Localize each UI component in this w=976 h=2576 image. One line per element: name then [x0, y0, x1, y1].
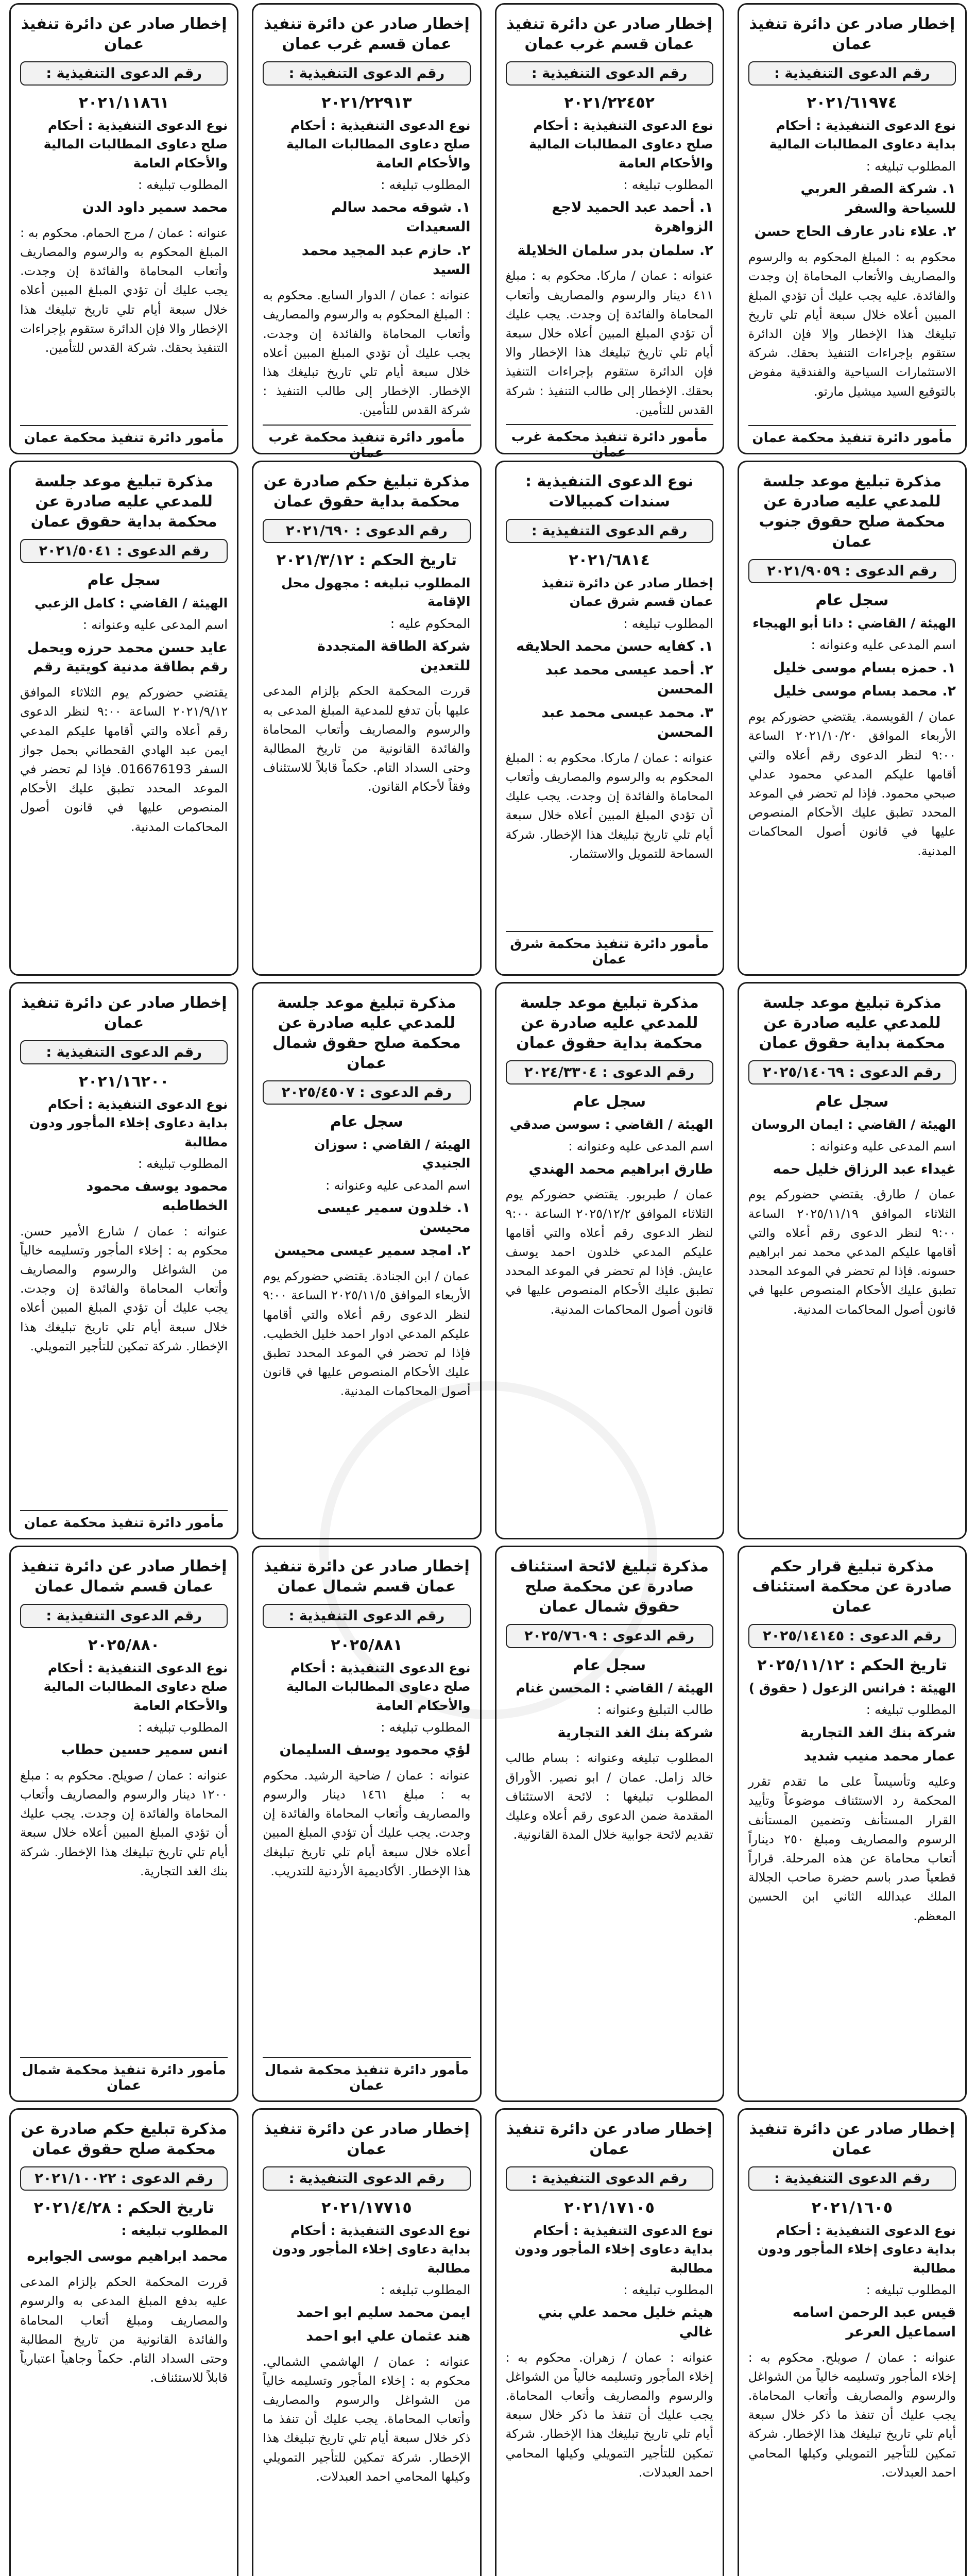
party-name: ٢. محمد بسام موسى خليل	[773, 683, 956, 700]
party-name: محمد سمير داود الدن	[82, 199, 228, 216]
notice-heading: مذكرة تبليغ قرار حكم صادرة عن محكمة استئناف عمان	[752, 1557, 952, 1616]
party-label: اسم المدعى عليه وعنوانه :	[811, 637, 956, 653]
notice-body: وعليه وتأسيساً على ما تقدم تقرر المحكمة رد الاستئناف موضوعاً وتأييد القرار المستأنف وتضمين المستأنف الرسوم والمصاريف ومبلغ ٢٥٠ ديناراً أتعاب محاماة عن هذه المرحلة. قراراً قطعياً صدر باسم حضرة صاحب الجلالة الملك عبدالله الثاني ابن الحسين المعظم.	[748, 1774, 956, 1923]
notice-heading: إخطار صادر عن دائرة تنفيذ عمان قسم شمال عمان	[263, 1557, 470, 1596]
notice-footer: مأمور دائرة تنفيذ محكمة شمال عمان	[20, 2057, 228, 2093]
party-name: قيس عبد الرحمن اسامه اسماعيل العرعر	[792, 2304, 956, 2340]
party-name: ١. خلدون سمير عيسى محيسن	[317, 1199, 471, 1235]
party-name: ٢. امجد سمير عيسى محيسن	[274, 1243, 471, 1259]
case-number-label: رقم الدعوى التنفيذية :	[263, 1604, 470, 1628]
case-number-label: رقم الدعوى : ٢٠٢٥/٤٥٠٧	[263, 1080, 470, 1105]
party-name: ٢. سلمان بدر سلمان الخلايلة	[517, 242, 713, 259]
party-name: ١. كفايه حسن محمد الحلايقه	[516, 638, 713, 654]
case-number-label: رقم الدعوى : ٢٠٢١/٥٠٤١	[20, 539, 228, 563]
notice-body: محكوم به : المبلغ المحكوم به والرسوم والمصاريف والأتعاب المحاماة إن وجدت والفائدة. عليه يجب عليك أن تؤدي المبلغ المبين أعلاه خلال سبعة أيام تلي تاريخ تبليغك هذا الإخطار وإلا فإن الدائرة ستقوم بإجراءات التنفيذ بحقك. شركة الاستثمارات السياحية والفندقية مفوض بالتوقيع السيد ميشيل مارتو.	[748, 250, 956, 399]
notice-body: عنوانه : عمان / الدوار السابع. محكوم به : المبلغ المحكوم به والرسوم والمصاريف وأتعاب المحاماة والفائدة إن وجدت. يجب عليك أن تؤدي المبلغ المبين أعلاه خلال سبعة أيام تلي تاريخ تبليغك هذا الإخطار. الإخطار إلى طالب التنفيذ : شركة القدس للتأمين.	[263, 288, 471, 418]
party-name: ١. حمزه بسام موسى خليل	[773, 659, 956, 676]
court-notice	[495, 461, 724, 976]
party-name: ١. أحمد عبد الحميد لاجع الزواهرة	[552, 199, 713, 235]
case-type: الهيئة / القاضي : ايمان الروسان	[751, 1117, 956, 1132]
case-number: تاريخ الحكم : ٢٠٢١/٣/١٢	[276, 551, 457, 570]
party-name: ٢. علاء نادر عارف الحاج حسن	[754, 224, 956, 240]
court-notice	[252, 1546, 481, 2102]
party-label: المحكوم عليه :	[390, 616, 471, 631]
party-label: المطلوب تبليغه :	[866, 1702, 956, 1718]
notice-footer: مأمور دائرة تنفيذ محكمة شمال عمان	[263, 2057, 470, 2093]
court-notice	[9, 3, 238, 454]
notice-heading: نوع الدعوى التنفيذية : سندات كمبيالات	[525, 472, 694, 511]
court-notice	[9, 1546, 238, 2102]
party-label: المطلوب تبليغه :	[623, 616, 713, 631]
court-notice	[9, 982, 238, 1539]
notice-heading: إخطار صادر عن دائرة تنفيذ عمان	[749, 15, 955, 53]
party-name: غيداء عبد الرزاق خليل حمه	[773, 1161, 956, 1177]
case-number: ٢٠٢٥/٨٨١	[331, 1636, 403, 1655]
notice-heading: مذكرة تبليغ موعد جلسة للمدعي عليه صادرة عن محكمة صلح حقوق جنوب عمان	[759, 472, 946, 551]
case-number: سجل عام	[815, 1093, 889, 1111]
court-notice	[9, 2108, 238, 2576]
notice-body: عنوانه : عمان / ماركا. محكوم به : المبلغ المحكوم به والرسوم والمصاريف وأتعاب المحاماة والفائدة إن وجدت. يجب عليك أن تؤدي المبلغ المبين أعلاه خلال سبعة أيام تلي تاريخ تبليغك هذا الإخطار. شركة السماحة للتمويل والاستثمار.	[505, 750, 713, 861]
court-notice	[738, 3, 967, 454]
court-notice	[738, 461, 967, 976]
case-number-label: رقم الدعوى التنفيذية :	[506, 519, 713, 543]
case-type: الهيئة / القاضي : دانا أبو الهيجاء	[752, 616, 956, 631]
party-label: طالب التبليغ وعنوانه :	[597, 1702, 713, 1718]
party-name: ٣. محمد عيسى محمد عبد المحسن	[541, 705, 713, 741]
notice-body: عمان / طبربور. يقتضي حضوركم يوم الثلاثاء الموافق ٢٠٢٥/١٢/٢ الساعة ٩:٠٠ لنظر الدعوى رقم أعلاه والتي أقامها عليكم المدعي خلدون احمد يوسف عايش. فإذا لم تحضر في الموعد المحدد تطبق عليك الأحكام المنصوص عليها في قانون أصول المحاكمات المدنية.	[505, 1187, 713, 1317]
party-label: المطلوب تبليغه :	[381, 2282, 471, 2297]
notice-body: عمان / طارق. يقتضي حضوركم يوم الثلاثاء الموافق ٢٠٢٥/١١/١٩ الساعة ٩:٠٠ لنظر الدعوى رقم أعلاه والتي أقامها عليكم المدعي محمد نمر ابراهيم حسونه. فإذا لم تحضر في الموعد المحدد تطبق عليك الأحكام المنصوص عليها في قانون أصول المحاكمات المدنية.	[748, 1187, 956, 1317]
party-name: شركة بنك الغد التجارية	[557, 1724, 713, 1741]
notice-body: عنوانه : عمان / ماركا. محكوم به : مبلغ ٤١١ دينار والرسوم والمصاريف وأتعاب المحاماة والفائدة إن وجدت. يجب عليك أن تؤدي المبلغ المبين أعلاه خلال سبعة أيام تلي تاريخ تبليغك هذا الإخطار والا فإن الدائرة ستقوم بإجراءات التنفيذ بحقك. الإخطار إلى طالب التنفيذ : شركة القدس للتأمين.	[505, 268, 713, 417]
court-notice	[738, 1546, 967, 2102]
case-number: سجل عام	[330, 1113, 403, 1131]
case-number: سجل عام	[87, 571, 161, 590]
court-notice	[252, 2108, 481, 2576]
case-type: إخطار صادر عن دائرة تنفيذ عمان قسم شرق عمان	[541, 575, 713, 609]
case-number-label: رقم الدعوى : ٢٠٢٥/١٤١٤٥	[748, 1624, 956, 1648]
party-name: ٢. أحمد عيسى محمد عبد المحسن	[545, 662, 713, 698]
case-number-label: رقم الدعوى التنفيذية :	[20, 61, 228, 86]
case-type: الهيئة / القاضي : سوزان الجنيدي	[314, 1137, 471, 1171]
notice-body: عنوانه : عمان / ضاحية الرشيد. محكوم به : مبلغ ١٤٦١ دينار والرسوم والمصاريف وأتعاب المحاماة والفائدة إن وجدت. يجب عليك أن تؤدي المبلغ المبين أعلاه خلال سبعة أيام تلي تاريخ تبليغك هذا الإخطار. الأكاديمية الأردنية للتدريب.	[263, 1768, 471, 1878]
case-type: الهيئة / القاضي : كامل الزعبي	[34, 596, 228, 611]
case-type: نوع الدعوى التنفيذية : أحكام صلح دعاوى المطالبات المالية والأحكام العامة	[43, 118, 228, 171]
notice-body: عمان / ابن الجنادة. يقتضي حضوركم يوم الأربعاء الموافق ٢٠٢٥/١١/٥ الساعة ٩:٠٠ لنظر الدعوى رقم أعلاه والتي أقامها عليكم المدعي ادوار احمد خليل الخطيب. فإذا لم تحضر في الموعد المحدد تطبق عليك الأحكام المنصوص عليها في قانون أصول المحاكمات المدنية.	[263, 1269, 471, 1399]
case-number-label: رقم الدعوى : ٢٠٢٤/٣٣٠٤	[506, 1060, 713, 1084]
case-number: ٢٠٢١/١٦٠٥	[811, 2199, 893, 2217]
party-name: ١. شركة الصقر العربي للسياحة والسفر	[800, 180, 956, 216]
case-number-label: رقم الدعوى : ٢٠٢١/٦٩٠	[263, 519, 470, 543]
party-name: ١. شوقه محمد سالم السعيدات	[331, 199, 471, 235]
case-type: نوع الدعوى التنفيذية : أحكام صلح دعاوى المطالبات المالية والأحكام العامة	[286, 118, 471, 171]
notice-body: المطلوب تبليغه وعنوانه : بسام طالب خالد زامل. عمان / ابو نصير. الأوراق المطلوب تبليغها : لائحة الاستئناف المقدمة ضمن الدعوى رقم أعلاه وعليك تقديم لائحة جوابية خلال المدة القانونية.	[505, 1751, 713, 1842]
notice-footer: مأمور دائرة تنفيذ محكمة شرق عمان	[506, 931, 713, 967]
party-name: هيثم خليل محمد علي بني غالي	[538, 2304, 713, 2340]
case-number: ٢٠٢١/١٦٢٠٠	[78, 1073, 169, 1091]
party-name: ٢. حازم عبد المجيد محمد السيد	[301, 242, 471, 278]
party-name: شركة بنك الغد التجارية	[800, 1724, 956, 1741]
notice-heading: إخطار صادر عن دائرة تنفيذ عمان قسم غرب عمان	[506, 15, 713, 53]
case-number: سجل عام	[573, 1656, 646, 1675]
party-name: محمد ابراهيم موسى الجوابره	[27, 2248, 228, 2265]
party-label: اسم المدعى عليه وعنوانه :	[325, 1177, 471, 1193]
notice-footer: مأمور دائرة تنفيذ محكمة غرب عمان	[263, 425, 470, 461]
notice-heading: مذكرة تبليغ حكم صادرة عن محكمة بداية حقوق عمان	[263, 472, 470, 511]
case-number: ٢٠٢١/٢٢٩١٣	[321, 94, 412, 112]
party-label: المطلوب تبليغه :	[381, 177, 471, 192]
case-number-label: رقم الدعوى التنفيذية :	[263, 2166, 470, 2191]
case-type: الهيئة / القاضي : المحسن غنام	[516, 1681, 713, 1696]
case-type: الهيئة / القاضي : سوسن صدقي	[509, 1117, 713, 1132]
case-number-label: رقم الدعوى التنفيذية :	[748, 61, 956, 86]
notice-footer: مأمور دائرة تنفيذ محكمة عمان	[20, 1510, 228, 1531]
case-type: نوع الدعوى التنفيذية : أحكام بداية دعاوى إخلاء المأجور ودون مطالبة	[515, 2223, 713, 2276]
case-type: المطلوب تبليغه : مجهول محل الإقامة	[281, 575, 471, 609]
party-label: المطلوب تبليغه :	[623, 2282, 713, 2297]
party-name: عمار محمد منيب شديد	[803, 1748, 956, 1765]
notice-heading: مذكرة تبليغ موعد جلسة للمدعي عليه صادرة عن محكمة بداية حقوق عمان	[759, 994, 946, 1052]
notice-heading: إخطار صادر عن دائرة تنفيذ عمان	[21, 15, 227, 53]
party-name: لؤي محمود يوسف السليمان	[279, 1742, 471, 1758]
case-number: ٢٠٢١/٢٢٤٥٢	[564, 94, 655, 112]
notice-body: عنوانه : عمان / مرج الحمام. محكوم به : المبلغ المحكوم به والرسوم والمصاريف وأتعاب المحاماة والفائدة إن وجدت. يجب عليك أن تؤدي المبلغ المبين أعلاه خلال سبعة أيام تلي تاريخ تبليغك هذا الإخطار والا فإن الدائرة ستقوم بإجراءات التنفيذ بحقك. شركة القدس للتأمين.	[20, 225, 228, 355]
party-label: المطلوب تبليغه :	[381, 1719, 471, 1735]
case-number: ٢٠٢١/١٧١٠٥	[564, 2199, 655, 2217]
notice-heading: إخطار صادر عن دائرة تنفيذ عمان	[21, 994, 227, 1032]
case-number: سجل عام	[815, 591, 889, 610]
court-notice	[738, 982, 967, 1539]
case-type: نوع الدعوى التنفيذية : أحكام بداية دعاوى إخلاء المأجور ودون مطالبة	[757, 2223, 956, 2276]
party-name: عايد حسن محمد حرزه ويحمل رقم بطاقة مدنية كويتية رقم	[27, 639, 228, 675]
case-number-label: رقم الدعوى : ٢٠٢١/١٠٠٢٢	[20, 2166, 228, 2191]
notice-heading: إخطار صادر عن دائرة تنفيذ عمان قسم غرب عمان	[263, 15, 470, 53]
case-number-label: رقم الدعوى التنفيذية :	[20, 1604, 228, 1628]
party-name: انس سمير حسين حطاب	[61, 1742, 228, 1758]
case-type: نوع الدعوى التنفيذية : أحكام صلح دعاوى المطالبات المالية والأحكام العامة	[43, 1660, 228, 1713]
court-notice	[738, 2108, 967, 2576]
party-name: محمود يوسف محمود الخطاطبه	[86, 1178, 228, 1214]
court-notice	[9, 461, 238, 976]
case-type: نوع الدعوى التنفيذية : أحكام بداية دعاوى إخلاء المأجور ودون مطالبة	[272, 2223, 471, 2276]
notice-heading: مذكرة تبليغ موعد جلسة للمدعي عليه صادرة عن محكمة صلح حقوق شمال عمان	[272, 994, 461, 1072]
court-notice	[252, 461, 481, 976]
case-number-label: رقم الدعوى : ٢٠٢٥/١٤٠٦٩	[748, 1060, 956, 1084]
notice-footer: مأمور دائرة تنفيذ محكمة عمان	[748, 425, 956, 446]
party-label: اسم المدعى عليه وعنوانه :	[568, 1139, 713, 1154]
notice-heading: إخطار صادر عن دائرة تنفيذ عمان قسم شمال عمان	[21, 1557, 227, 1596]
party-label: المطلوب تبليغه :	[623, 177, 713, 192]
notice-heading: إخطار صادر عن دائرة تنفيذ عمان	[506, 2120, 713, 2158]
case-type: نوع الدعوى التنفيذية : أحكام بداية دعاوى المطالبات المالية	[769, 118, 956, 152]
notice-body: قررت المحكمة الحكم بإلزام المدعى عليه بدفع المبلغ المدعى به والرسوم والمصاريف ومبلغ أتعاب المحاماة والفائدة القانونية من تاريخ المطالبة وحتى السداد التام. حكماً وجاهياً اعتبارياً قابلاً للاستئناف.	[20, 2275, 228, 2385]
party-label: المطلوب تبليغه :	[866, 2282, 956, 2297]
notice-heading: مذكرة تبليغ موعد جلسة للمدعي عليه صادرة عن محكمة بداية حقوق عمان	[30, 472, 217, 531]
court-notice	[252, 3, 481, 461]
case-type: نوع الدعوى التنفيذية : أحكام صلح دعاوى المطالبات المالية والأحكام العامة	[529, 118, 713, 171]
notice-heading: إخطار صادر عن دائرة تنفيذ عمان	[263, 2120, 470, 2158]
case-number: ٢٠٢١/٦١٩٧٤	[807, 94, 898, 112]
case-type: الهيئة : فرانس الزعول ( حقوق )	[748, 1681, 956, 1696]
notice-heading: إخطار صادر عن دائرة تنفيذ عمان	[749, 2120, 955, 2158]
notice-body: عنوانه : عمان / صويلح. محكوم به : إخلاء المأجور وتسليمه خالياً من الشواغل والرسوم والمصاريف وأتعاب المحاماة. يجب عليك أن تنفذ ما ذكر خلال سبعة أيام تلي تاريخ تبليغك هذا الإخطار. شركة تمكين للتأجير التمويلي وكيلها المحامي احمد العبدلات.	[748, 2350, 956, 2480]
court-notice	[495, 1546, 724, 2102]
case-type: نوع الدعوى التنفيذية : أحكام بداية دعاوى إخلاء المأجور ودون مطالبة	[29, 1097, 228, 1149]
case-number-label: رقم الدعوى التنفيذية :	[20, 1040, 228, 1064]
notice-heading: مذكرة تبليغ لائحة استئناف صادرة عن محكمة صلح حقوق شمال عمان	[510, 1557, 709, 1616]
party-name: هند عثمان علي ابو احمد	[306, 2328, 471, 2344]
party-label: المطلوب تبليغه :	[138, 1156, 228, 1171]
notice-body: عنوانه : عمان / صويلح. محكوم به : مبلغ ١٢٠٠ دينار والرسوم والمصاريف وأتعاب المحاماة والفائدة إن وجدت. يجب عليك أن تؤدي المبلغ المبين أعلاه خلال سبعة أيام تلي تاريخ تبليغك هذا الإخطار. شركة بنك الغد التجارية.	[20, 1768, 228, 1878]
party-label: المطلوب تبليغه :	[138, 1719, 228, 1735]
court-notice	[495, 2108, 724, 2576]
case-number-label: رقم الدعوى التنفيذية :	[748, 2166, 956, 2191]
notice-footer: مأمور دائرة تنفيذ محكمة غرب عمان	[506, 424, 713, 460]
case-number: ٢٠٢١/١٧٧١٥	[321, 2199, 412, 2217]
case-number: ٢٠٢١/٦٨١٤	[569, 551, 650, 570]
case-number-label: رقم الدعوى : ٢٠٢٥/٧٦٠٩	[506, 1624, 713, 1648]
case-number: ٢٠٢٥/٨٨٠	[88, 1636, 160, 1655]
notice-heading: مذكرة تبليغ موعد جلسة للمدعي عليه صادرة عن محكمة بداية حقوق عمان	[516, 994, 703, 1052]
party-label: المطلوب تبليغه :	[138, 177, 228, 192]
party-label: المطلوب تبليغه :	[866, 158, 956, 174]
case-number: تاريخ الحكم : ٢٠٢٥/١١/١٢	[757, 1656, 947, 1675]
notice-body: عنوانه : عمان / الهاشمي الشمالي. محكوم به : إخلاء المأجور وتسليمه خالياً من الشواغل والرسوم والمصاريف وأتعاب المحاماة. يجب عليك أن تنفذ ما ذكر خلال سبعة أيام تلي تاريخ تبليغك هذا الإخطار. شركة تمكين للتأجير التمويلي وكيلها المحامي احمد العبدلات.	[263, 2354, 471, 2484]
notice-body: يقتضي حضوركم يوم الثلاثاء الموافق ٢٠٢١/٩/١٢ الساعة ٩:٠٠ لنظر الدعوى رقم أعلاه والتي أقامها عليكم المدعي ايمن عبد الهادي القحطاني بحمل جواز السفر 016676193. فإذا لم تحضر في الموعد المحدد تطبق عليك الأحكام المنصوص عليها في قانون أصول المحاكمات المدنية.	[20, 685, 228, 834]
case-number-label: رقم الدعوى التنفيذية :	[506, 61, 713, 86]
notice-body: عنوانه : عمان / شارع الأمير حسن. محكوم به : إخلاء المأجور وتسليمه خالياً من الشواغل والرسوم والمصاريف وأتعاب المحاماة والفائدة إن وجدت. يجب عليك أن تؤدي المبلغ المبين أعلاه خلال سبعة أيام تلي تاريخ تبليغك هذا الإخطار. شركة تمكين للتأجير التمويلي.	[20, 1224, 228, 1353]
notice-footer: مأمور دائرة تنفيذ محكمة عمان	[20, 425, 228, 446]
case-type: المطلوب تبليغه :	[121, 2223, 228, 2239]
case-number-label: رقم الدعوى : ٢٠٢١/٩٠٥٩	[748, 559, 956, 583]
party-label: اسم المدعى عليه وعنوانه :	[811, 1139, 956, 1154]
party-label: اسم المدعى عليه وعنوانه :	[82, 617, 228, 633]
party-name: طارق ابراهيم محمد الهندي	[528, 1161, 713, 1177]
party-name: شركة الطاقة المتجددة للتعدين	[317, 638, 471, 674]
case-number: تاريخ الحكم : ٢٠٢١/٤/٢٨	[33, 2199, 214, 2217]
case-number-label: رقم الدعوى التنفيذية :	[506, 2166, 713, 2191]
notice-heading: مذكرة تبليغ حكم صادرة عن محكمة صلح حقوق عمان	[21, 2120, 227, 2158]
party-name: ايمن محمد سليم ابو احمد	[296, 2304, 471, 2321]
notice-body: عنوانه : عمان / زهران. محكوم به : إخلاء المأجور وتسليمه خالياً من الشواغل والرسوم والمصاريف وأتعاب المحاماة. يجب عليك أن تنفذ ما ذكر خلال سبعة أيام تلي تاريخ تبليغك هذا الإخطار. شركة تمكين للتأجير التمويلي وكيلها المحامي احمد العبدلات.	[505, 2350, 713, 2480]
case-number: سجل عام	[573, 1093, 646, 1111]
notice-body: قررت المحكمة الحكم بإلزام المدعى عليها بأن تدفع للمدعية المبلغ المدعى به والرسوم والمصاريف وأتعاب المحاماة والفائدة القانونية من تاريخ المطالبة وحتى السداد التام. حكماً قابلاً للاستئناف وفقاً لأحكام القانون.	[263, 684, 471, 794]
notice-body: عمان / القويسمة. يقتضي حضوركم يوم الأربعاء الموافق ٢٠٢١/١٠/٢٠ الساعة ٩:٠٠ لنظر الدعوى رقم أعلاه والتي أقامها عليكم المدعي محمود عدلي صبحي محمود. فإذا لم تحضر في الموعد المحدد تطبق عليك الأحكام المنصوص عليها في قانون أصول المحاكمات المدنية.	[748, 709, 956, 858]
case-number: ٢٠٢١/١١٨٦١	[78, 94, 169, 112]
case-number-label: رقم الدعوى التنفيذية :	[263, 61, 470, 86]
court-notice	[495, 982, 724, 1539]
court-notice	[252, 982, 481, 1539]
case-type: نوع الدعوى التنفيذية : أحكام صلح دعاوى المطالبات المالية والأحكام العامة	[286, 1660, 471, 1713]
court-notice	[495, 3, 724, 460]
